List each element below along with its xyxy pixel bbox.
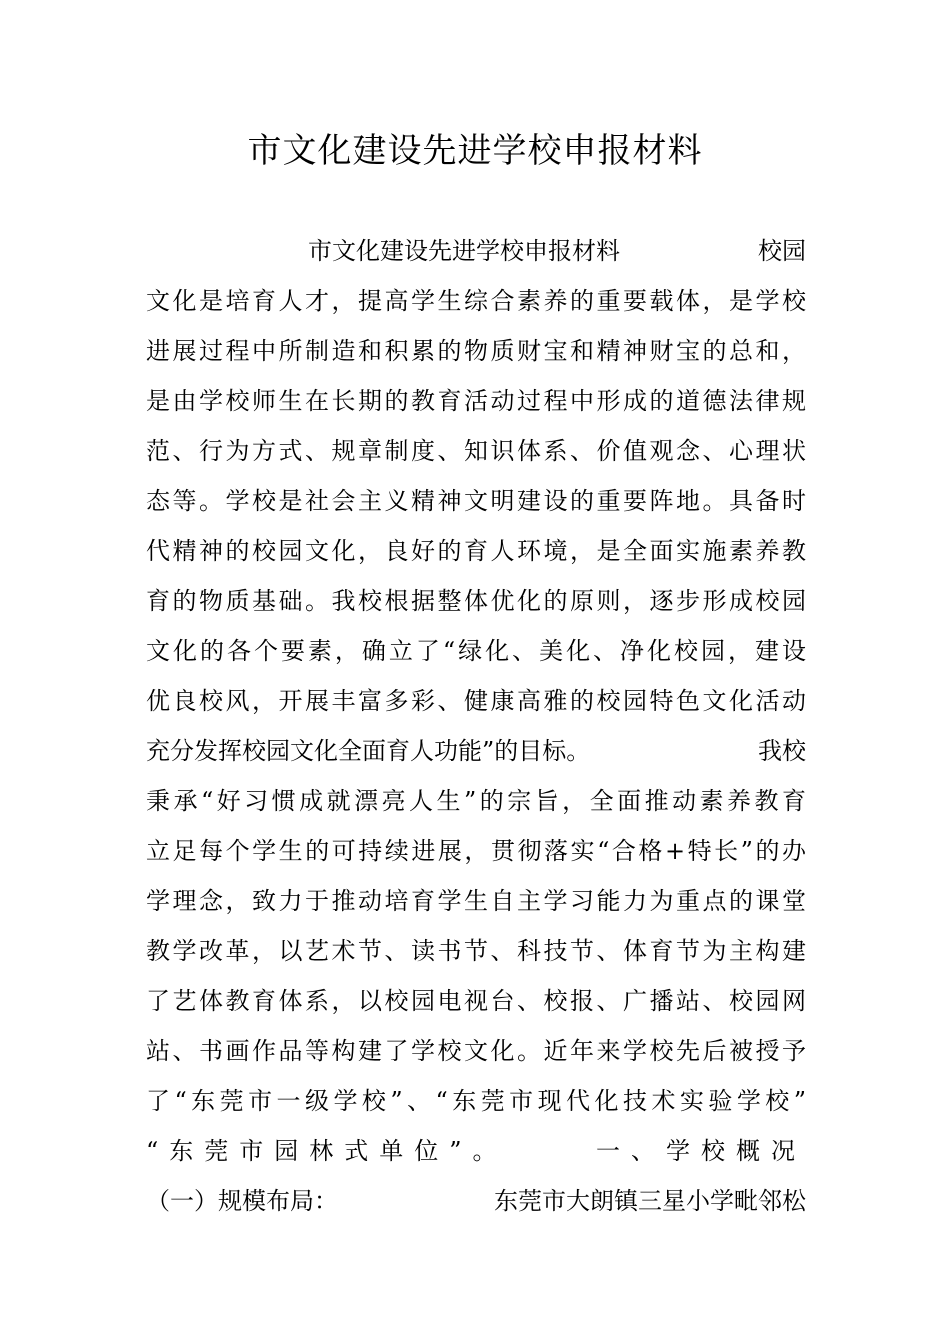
inline-heading: 市文化建设先进学校申报材料 (308, 237, 620, 265)
body-line: 了“东莞市一级学校”、“东莞市现代化技术实验学校” (146, 1087, 806, 1115)
body-line: 教学改革，以艺术节、读书节、科技节、体育节为主构建 (146, 937, 806, 965)
body-line: 学理念，致力于推动培育学生自主学习能力为重点的课堂 (146, 887, 806, 915)
body-line: 站、书画作品等构建了学校文化。近年来学校先后被授予 (146, 1037, 806, 1065)
body-line: 秉承“好习惯成就漂亮人生”的宗旨，全面推动素养教育 (146, 787, 806, 815)
body-line: 文化是培育人才，提高学生综合素养的重要载体，是学校 (146, 287, 806, 315)
document-title: 市文化建设先进学校申报材料 (247, 131, 703, 171)
document-body (146, 226, 806, 1226)
body-text-segment: “东莞市园林式单位”。 (146, 1137, 508, 1165)
body-line: 立足每个学生的可持续进展，贯彻落实“合格+特长”的办 (146, 837, 806, 865)
body-line: 态等。学校是社会主义精神文明建设的重要阵地。具备时 (146, 487, 806, 515)
body-line: 是由学校师生在长期的教育活动过程中形成的道德法律规 (146, 387, 806, 415)
body-line: 文化的各个要素，确立了“绿化、美化、净化校园，建设 (146, 637, 806, 665)
body-text-segment: 校园 (758, 237, 806, 265)
body-line: 优良校风，开展丰富多彩、健康高雅的校园特色文化活动 (146, 687, 806, 715)
body-text-segment: 东莞市大朗镇三星小学毗邻松 (494, 1187, 806, 1215)
section-heading: 一、学校概况 (596, 1137, 806, 1165)
body-text-segment: 充分发挥校园文化全面育人功能”的目标。 (146, 737, 591, 765)
subsection-heading: （一）规模布局： (146, 1187, 338, 1215)
body-line (146, 1126, 806, 1176)
body-line (146, 226, 806, 276)
body-line: 范、行为方式、规章制度、知识体系、价值观念、心理状 (146, 437, 806, 465)
body-line (146, 726, 806, 776)
body-line (146, 1176, 806, 1226)
body-line: 育的物质基础。我校根据整体优化的原则，逐步形成校园 (146, 587, 806, 615)
body-line: 进展过程中所制造和积累的物质财宝和精神财宝的总和， (146, 337, 806, 365)
body-line: 了艺体教育体系，以校园电视台、校报、广播站、校园网 (146, 987, 806, 1015)
body-line: 代精神的校园文化，良好的育人环境，是全面实施素养教 (146, 537, 806, 565)
body-text-segment: 我校 (758, 737, 806, 765)
